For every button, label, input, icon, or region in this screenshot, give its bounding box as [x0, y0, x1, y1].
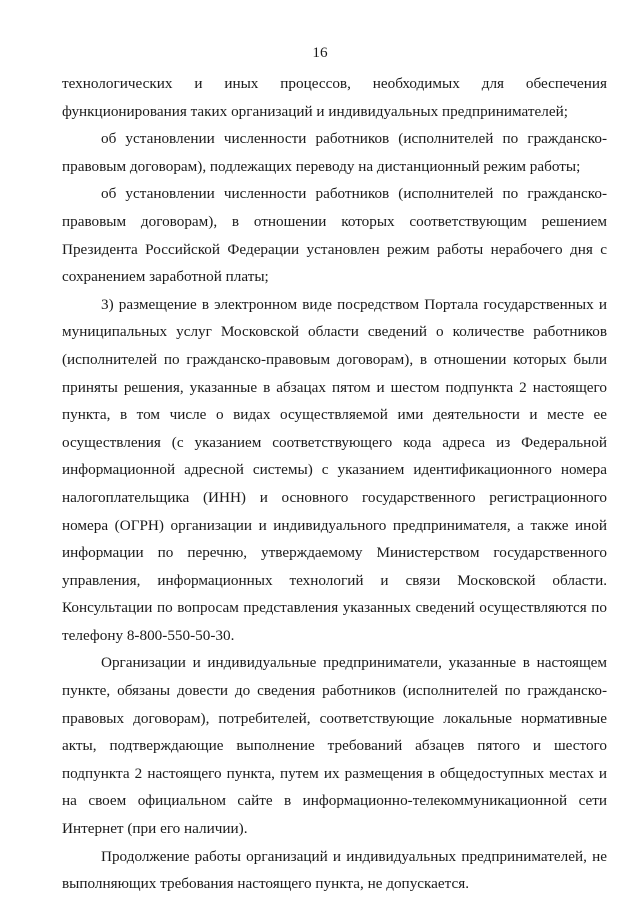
paragraph: 3) размещение в электронном виде посредством Портала государственных и муниципальных услуг Московской области сведений о количестве работников (исполнителей по гражданско-правовым договорам), в отношении которых были приняты решения, указанные в абзацах пятом и шестом подпункта 2 настоящего пункта, в том числе о видах осуществляемой ими деятельности и месте ее осуществления (с указанием соответствующего кода адреса из Федеральной информационной адресной системы) с указанием идентификационного номера налогоплательщика (ИНН) и основного государственного регистрационного номера (ОГРН) организации и индивидуального предпринимателя, а также иной информации по перечню, утверждаемому Министерством государственного управления, информационных технологий и связи Московской области. Консультации по вопросам представления указанных сведений осуществляются по телефону 8-800-550-50-30.	[62, 295, 607, 644]
paragraph: об установлении численности работников (исполнителей по гражданско-правовым договорам), в отношении которых соответствующим решением Президента Российской Федерации установлен режим работы нерабочего дня с сохранением заработной платы;	[62, 185, 607, 286]
paragraph-continuation: технологических и иных процессов, необходимых для обеспечения функционирования таких организаций и индивидуальных предпринимателей;	[62, 75, 607, 120]
page-number: 16	[312, 44, 328, 61]
paragraph: об установлении численности работников (исполнителей по гражданско-правовым договорам), подлежащих переводу на дистанционный режим работы;	[62, 130, 607, 175]
paragraph: Продолжение работы организаций и индивидуальных предпринимателей, не выполняющих требования настоящего пункта, не допускается.	[62, 847, 607, 893]
document-body	[62, 70, 607, 898]
paragraph: Организации и индивидуальные предприниматели, указанные в настоящем пункте, обязаны довести до сведения работников (исполнителей по гражданско-правовых договорам), потребителей, соответствующие локальные нормативные акты, подтверждающие выполнение требований абзацев пятого и шестого подпункта 2 настоящего пункта, путем их размещения в общедоступных местах и на своем официальном сайте в информационно-телекоммуникационной сети Интернет (при его наличии).	[62, 654, 607, 838]
